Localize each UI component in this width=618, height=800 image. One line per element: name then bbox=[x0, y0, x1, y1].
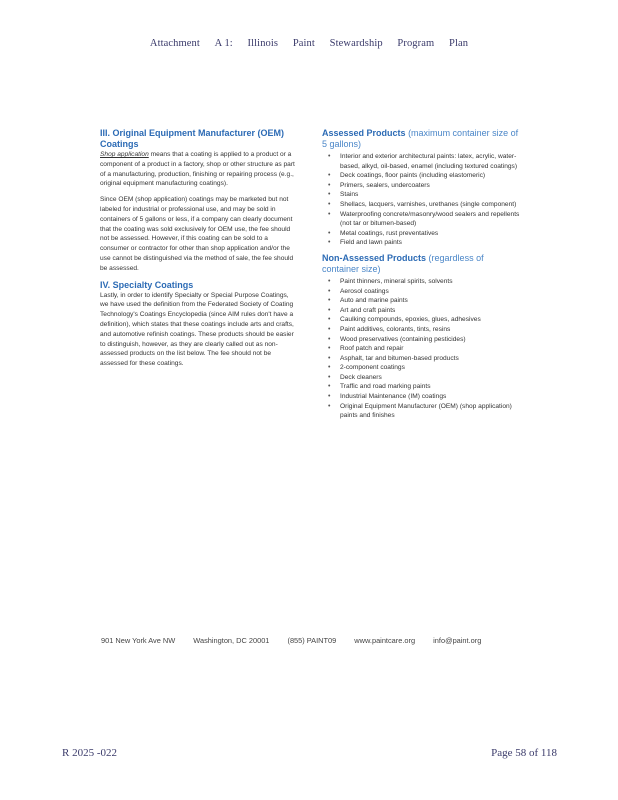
nonassessed-note: (regardless of container size) bbox=[322, 252, 484, 274]
section4-paragraph: Lastly, in order to identify Specialty or Special Purpose Coatings, we have used the definition from the Federated Society of Coating Technology's Coatings Encyclopedia (since AIM rules don't have a definition), which states that these coatings include arts and crafts, and automotive refinish coatings. These products should be easier to distinguish, however, as they are clearly called out as non-assessed products on the list below. The fee should not be assessed for these coatings. bbox=[100, 291, 294, 368]
list-item: • Roof patch and repair bbox=[338, 344, 522, 354]
section3-p1-text: means that a coating is applied to a product or a component of a product in a factory, shop or other structure as part of a manufacturing, production, finishing or repairing process (e.g., original equipment manufacturing coatings). bbox=[100, 151, 295, 188]
list-item: • Industrial Maintenance (IM) coatings bbox=[338, 392, 522, 402]
list-item: • Aerosol coatings bbox=[338, 287, 522, 297]
list-item: • Paint thinners, mineral spirits, solvents bbox=[338, 277, 522, 287]
header-word: Plan bbox=[449, 38, 469, 49]
contact-bar bbox=[101, 636, 521, 645]
header-word: Illinois bbox=[247, 38, 279, 49]
header-word: Paint bbox=[292, 38, 315, 49]
list-item: • Shellacs, lacquers, varnishes, urethanes (single component) bbox=[338, 200, 522, 210]
page-header bbox=[0, 38, 618, 49]
header-word: A 1: bbox=[214, 38, 233, 49]
header-word: Program bbox=[397, 38, 435, 49]
document-id: R 2025 -022 bbox=[62, 747, 117, 759]
list-item: • Auto and marine paints bbox=[338, 296, 522, 306]
list-item: • Asphalt, tar and bitumen-based products bbox=[338, 354, 522, 364]
list-item: • Caulking compounds, epoxies, glues, adhesives bbox=[338, 315, 522, 325]
section3-paragraph2: Since OEM (shop application) coatings may be marketed but not labeled for industrial or professional use, and may be sold in containers of 5 gallons or less, if a company can clearly document that the coating was sold exclusively for OEM use, the fee should not be assessed. However, if this coating can be sold to a consumer or contractor for other than shop application and/or the use cannot be distinguished via the method of sale, the fee should be assessed. bbox=[100, 196, 294, 272]
contact-city: Washington, DC 20001 bbox=[193, 636, 270, 645]
list-item: • Wood preservatives (containing pesticides) bbox=[338, 335, 522, 345]
list-item: • Paint additives, colorants, tints, resins bbox=[338, 325, 522, 335]
assessed-title bbox=[322, 128, 522, 150]
list-item: • Art and craft paints bbox=[338, 306, 522, 316]
assessed-note: (maximum container size of 5 gallons) bbox=[322, 128, 519, 149]
header-word: Stewardship bbox=[329, 38, 383, 49]
contact-web[interactable]: www.paintcare.org bbox=[354, 636, 416, 645]
header-word: Attachment bbox=[149, 38, 200, 49]
list-item: • Traffic and road marking paints bbox=[338, 382, 522, 392]
list-item: • 2-component coatings bbox=[338, 363, 522, 373]
section4-title: IV. Specialty Coatings bbox=[100, 279, 194, 290]
list-item: • Field and lawn paints bbox=[338, 238, 522, 248]
list-item: • Metal coatings, rust preventatives bbox=[338, 229, 522, 239]
list-item: • Deck cleaners bbox=[338, 373, 522, 383]
list-item: • Interior and exterior architectural paints: latex, acrylic, water-based, alkyd, oil-based, enamel (including textured coatings) bbox=[338, 152, 522, 171]
shop-application-term: Shop application bbox=[100, 151, 149, 158]
assessed-title-text: Assessed Products bbox=[322, 128, 406, 138]
nonassessed-title-text: Non-Assessed Products bbox=[322, 252, 427, 263]
nonassessed-title bbox=[322, 253, 522, 275]
list-item: • Primers, sealers, undercoaters bbox=[338, 181, 522, 191]
contact-address: 901 New York Ave NW bbox=[101, 636, 176, 645]
left-column bbox=[100, 128, 297, 375]
list-item: • Stains bbox=[338, 190, 522, 200]
nonassessed-list bbox=[322, 277, 522, 421]
list-item: • Deck coatings, floor paints (including elastomeric) bbox=[338, 171, 522, 181]
contact-phone: (855) PAINT09 bbox=[287, 636, 337, 645]
contact-email[interactable]: info@paint.org bbox=[433, 636, 482, 645]
assessed-list bbox=[322, 152, 522, 248]
section3-paragraph1 bbox=[100, 150, 297, 189]
right-column bbox=[322, 128, 522, 422]
section3-title: III. Original Equipment Manufacturer (OEM) Coatings bbox=[100, 128, 285, 149]
list-item: • Waterproofing concrete/masonry/wood sealers and repellents (not tar or bitumen-based) bbox=[338, 210, 522, 229]
list-item: • Original Equipment Manufacturer (OEM) (shop application) paints and finishes bbox=[338, 402, 522, 421]
page-number: Page 58 of 118 bbox=[491, 747, 557, 759]
